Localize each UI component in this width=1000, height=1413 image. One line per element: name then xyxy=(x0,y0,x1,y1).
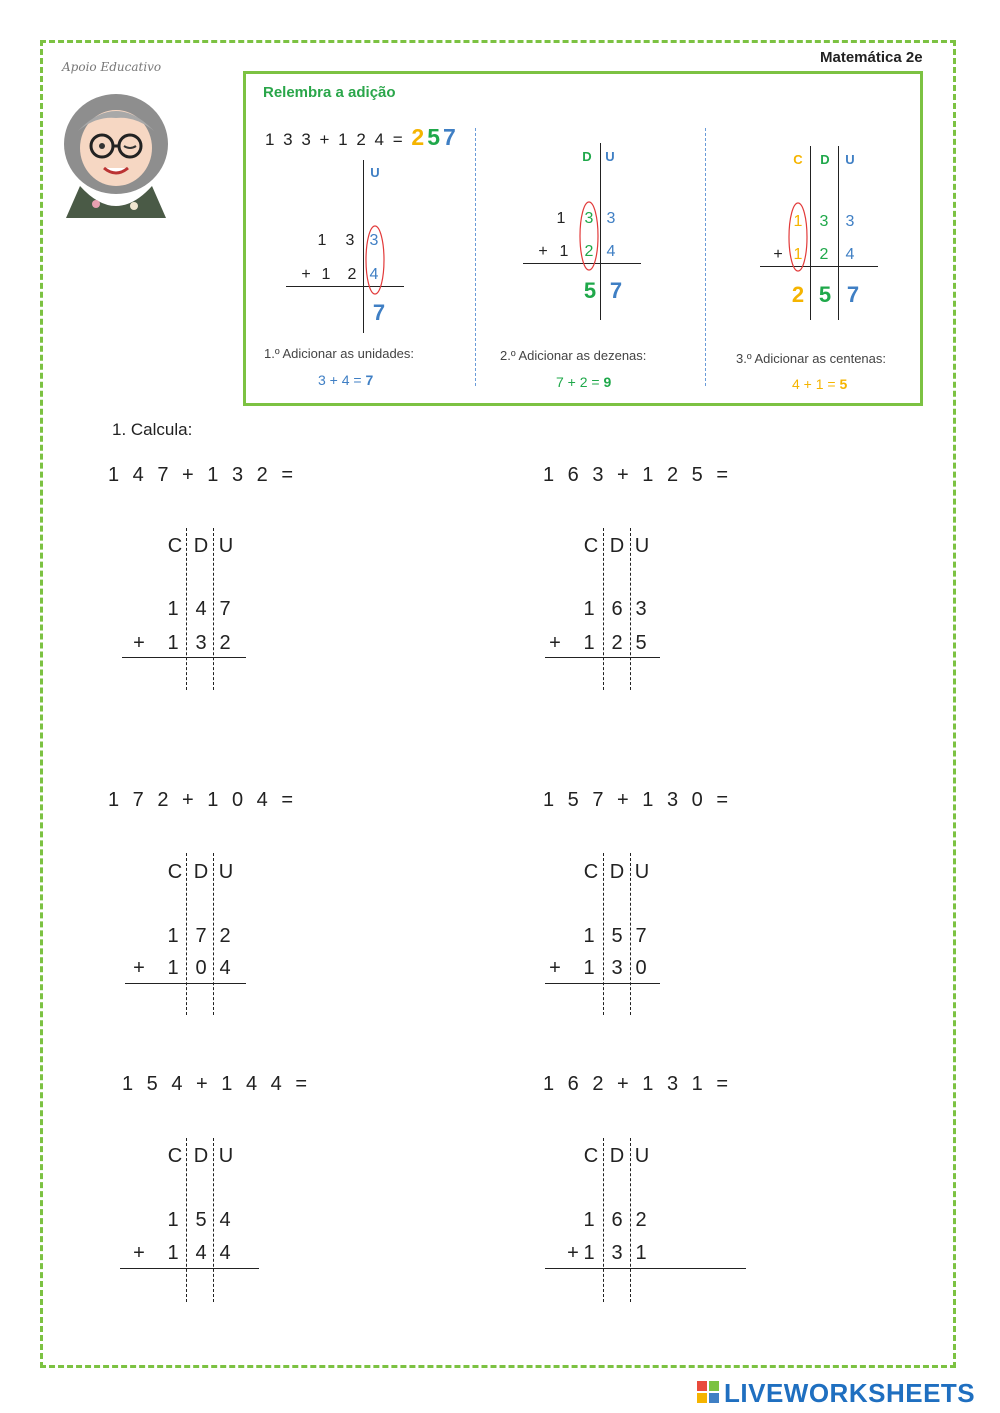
step-divider xyxy=(475,128,476,386)
plus-sign: + xyxy=(567,1242,579,1264)
plus-sign: + xyxy=(549,632,561,654)
column-divider xyxy=(603,1138,604,1302)
step-2-result-line xyxy=(556,374,611,390)
step-1-hline xyxy=(286,286,404,287)
step-1-result-text: 3 + 4 = xyxy=(318,372,366,388)
header-u: U xyxy=(634,1145,650,1167)
plus-sign: + xyxy=(549,957,561,979)
step-divider xyxy=(705,128,706,386)
step-2-top-h: 1 xyxy=(556,210,566,227)
top-digit-t: 5 xyxy=(611,925,623,947)
answer-units-box[interactable] xyxy=(216,1273,238,1297)
step-1-bot-t: 2 xyxy=(347,266,357,283)
bottom-digit-t: 3 xyxy=(611,957,623,979)
header-c: C xyxy=(167,535,183,557)
header-u: U xyxy=(634,861,650,883)
answer-tens-box[interactable] xyxy=(190,662,210,686)
answer-units: 7 xyxy=(442,124,459,150)
bottom-digit-u: 4 xyxy=(219,957,231,979)
top-digit-t: 6 xyxy=(611,598,623,620)
header-u: U xyxy=(218,861,234,883)
step-1-bot-h: 1 xyxy=(321,266,331,283)
column-divider xyxy=(213,853,214,1015)
header-d: D xyxy=(193,861,209,883)
answer-units-box[interactable] xyxy=(633,662,655,686)
step-3-hline xyxy=(760,266,878,267)
footer-brand[interactable]: LIVEWORKSHEETS xyxy=(724,1378,976,1408)
bottom-digit-t: 4 xyxy=(195,1242,207,1264)
bottom-digit-h: 1 xyxy=(583,1242,595,1264)
plus-sign: + xyxy=(133,957,145,979)
sum-line xyxy=(545,657,660,658)
top-digit-h: 1 xyxy=(167,1209,179,1231)
answer-hundreds-box[interactable] xyxy=(160,988,184,1012)
step-1-bot-u: 4 xyxy=(369,266,379,283)
bottom-digit-t: 2 xyxy=(611,632,623,654)
step-1-top-u: 3 xyxy=(369,232,379,249)
answer-hundreds-box[interactable] xyxy=(577,988,601,1012)
step-3-vline-2 xyxy=(838,146,839,320)
answer-tens-box[interactable] xyxy=(190,1273,210,1297)
liveworksheets-logo-icon xyxy=(697,1381,719,1403)
header-d: D xyxy=(609,1145,625,1167)
answer-hundreds: 2 xyxy=(411,124,428,150)
step-1-circle xyxy=(364,224,386,296)
top-digit-u: 2 xyxy=(635,1209,647,1231)
step-3-bot-t: 2 xyxy=(819,246,829,263)
top-digit-u: 3 xyxy=(635,598,647,620)
step-2-header-u: U xyxy=(605,149,615,164)
problem-equation: 1 5 7 + 1 3 0 = xyxy=(543,789,732,811)
reminder-equation-text: 1 3 3 + 1 2 4 = xyxy=(265,130,405,149)
step-3-top-u: 3 xyxy=(845,213,855,230)
step-1-result-line xyxy=(318,372,373,388)
top-digit-u: 7 xyxy=(219,598,231,620)
step-3-text: 3.º Adicionar as centenas: xyxy=(736,351,887,366)
step-1-result-u: 7 xyxy=(372,300,386,325)
sum-line xyxy=(545,1268,746,1269)
step-2-header-d: D xyxy=(582,149,592,164)
bottom-digit-u: 5 xyxy=(635,632,647,654)
sum-line xyxy=(120,1268,259,1269)
header-c: C xyxy=(167,1145,183,1167)
column-divider xyxy=(630,1138,631,1302)
step-3-vline-1 xyxy=(810,146,811,320)
top-digit-u: 7 xyxy=(635,925,647,947)
bottom-digit-h: 1 xyxy=(583,957,595,979)
header-c: C xyxy=(583,861,599,883)
step-3-header-d: D xyxy=(820,152,830,167)
step-3-top-h: 1 xyxy=(793,213,803,230)
teacher-avatar-icon xyxy=(56,86,176,218)
header-d: D xyxy=(193,1145,209,1167)
bottom-digit-t: 3 xyxy=(195,632,207,654)
bottom-digit-t: 0 xyxy=(195,957,207,979)
top-digit-h: 1 xyxy=(167,598,179,620)
column-divider xyxy=(186,528,187,690)
answer-tens: 5 xyxy=(427,124,443,150)
top-digit-t: 4 xyxy=(195,598,207,620)
step-3-circle xyxy=(787,201,809,273)
top-digit-h: 1 xyxy=(583,598,595,620)
step-3-plus: + xyxy=(773,246,783,263)
bottom-digit-u: 1 xyxy=(635,1242,647,1264)
reminder-title: Relembra a adição xyxy=(263,84,396,101)
header-c: C xyxy=(583,535,599,557)
bottom-digit-h: 1 xyxy=(583,632,595,654)
column-divider xyxy=(630,853,631,1015)
bottom-digit-h: 1 xyxy=(167,632,179,654)
header-d: D xyxy=(609,861,625,883)
step-2-plus: + xyxy=(538,243,548,260)
step-2-result-value: 9 xyxy=(603,374,612,390)
step-2-result-text: 7 + 2 = xyxy=(556,374,604,390)
header-u: U xyxy=(634,535,650,557)
header-d: D xyxy=(193,535,209,557)
brand-script: Apoio Educativo xyxy=(62,60,162,74)
bottom-digit-u: 4 xyxy=(219,1242,231,1264)
bottom-digit-u: 2 xyxy=(219,632,231,654)
answer-tens-box[interactable] xyxy=(606,988,628,1012)
header-u: U xyxy=(218,535,234,557)
top-digit-t: 5 xyxy=(195,1209,207,1231)
plus-sign: + xyxy=(133,632,145,654)
header-c: C xyxy=(167,861,183,883)
answer-units-box[interactable] xyxy=(633,1273,655,1297)
step-1-top-t: 3 xyxy=(345,232,355,249)
step-3-bot-u: 4 xyxy=(845,246,855,263)
step-1-header-u: U xyxy=(370,165,380,180)
step-3-result-h: 2 xyxy=(791,282,805,307)
step-3-top-t: 3 xyxy=(819,213,829,230)
exercise-title: 1. Calcula: xyxy=(112,420,193,439)
column-divider xyxy=(603,853,604,1015)
step-2-circle xyxy=(578,200,600,272)
sum-line xyxy=(122,657,246,658)
sum-line xyxy=(545,983,660,984)
top-digit-t: 7 xyxy=(195,925,207,947)
column-divider xyxy=(603,528,604,690)
top-digit-h: 1 xyxy=(167,925,179,947)
step-3-result-u: 7 xyxy=(846,282,860,307)
bottom-digit-u: 0 xyxy=(635,957,647,979)
answer-hundreds-box[interactable] xyxy=(577,662,601,686)
column-divider xyxy=(213,1138,214,1302)
step-2-bot-h: 1 xyxy=(559,243,569,260)
sum-line xyxy=(125,983,246,984)
top-digit-h: 1 xyxy=(583,925,595,947)
step-2-result-u: 7 xyxy=(609,278,623,303)
answer-hundreds-box[interactable] xyxy=(577,1273,601,1297)
answer-hundreds-box[interactable] xyxy=(160,1273,184,1297)
subject-label: Matemática 2e xyxy=(820,49,923,66)
step-3-header-u: U xyxy=(845,152,855,167)
column-divider xyxy=(213,528,214,690)
header-u: U xyxy=(218,1145,234,1167)
problem-equation: 1 5 4 + 1 4 4 = xyxy=(122,1073,311,1095)
top-digit-h: 1 xyxy=(583,1209,595,1231)
problem-equation: 1 6 3 + 1 2 5 = xyxy=(543,464,732,486)
step-3-result-line xyxy=(792,376,847,392)
step-3-result-t: 5 xyxy=(818,282,832,307)
step-2-result-t: 5 xyxy=(583,278,597,303)
bottom-digit-t: 3 xyxy=(611,1242,623,1264)
step-3-result-text: 4 + 1 = xyxy=(792,376,840,392)
bottom-digit-h: 1 xyxy=(167,957,179,979)
problem-equation: 1 6 2 + 1 3 1 = xyxy=(543,1073,732,1095)
step-3-bot-h: 1 xyxy=(793,246,803,263)
answer-units-box[interactable] xyxy=(216,988,238,1012)
top-digit-u: 2 xyxy=(219,925,231,947)
step-2-top-u: 3 xyxy=(606,210,616,227)
step-1-top-h: 1 xyxy=(317,232,327,249)
answer-units-box[interactable] xyxy=(216,662,238,686)
problem-equation: 1 7 2 + 1 0 4 = xyxy=(108,789,297,811)
header-d: D xyxy=(609,535,625,557)
header-c: C xyxy=(583,1145,599,1167)
top-digit-t: 6 xyxy=(611,1209,623,1231)
column-divider xyxy=(186,1138,187,1302)
problem-equation: 1 4 7 + 1 3 2 = xyxy=(108,464,297,486)
answer-hundreds-box[interactable] xyxy=(160,662,184,686)
top-digit-u: 4 xyxy=(219,1209,231,1231)
step-3-header-c: C xyxy=(793,152,803,167)
step-2-top-t: 3 xyxy=(584,210,594,227)
reminder-equation xyxy=(265,124,459,151)
answer-units-box[interactable] xyxy=(633,988,655,1012)
column-divider xyxy=(186,853,187,1015)
step-2-vline xyxy=(600,143,601,320)
step-1-result-value: 7 xyxy=(365,372,374,388)
step-2-bot-t: 2 xyxy=(584,243,594,260)
plus-sign: + xyxy=(133,1242,145,1264)
step-2-text: 2.º Adicionar as dezenas: xyxy=(500,348,647,363)
step-2-bot-u: 4 xyxy=(606,243,616,260)
answer-tens-box[interactable] xyxy=(606,1273,628,1297)
answer-tens-box[interactable] xyxy=(190,988,210,1012)
bottom-digit-h: 1 xyxy=(167,1242,179,1264)
step-1-text: 1.º Adicionar as unidades: xyxy=(264,346,415,361)
step-1-plus: + xyxy=(301,266,311,283)
answer-tens-box[interactable] xyxy=(606,662,628,686)
step-3-result-value: 5 xyxy=(839,376,848,392)
column-divider xyxy=(630,528,631,690)
